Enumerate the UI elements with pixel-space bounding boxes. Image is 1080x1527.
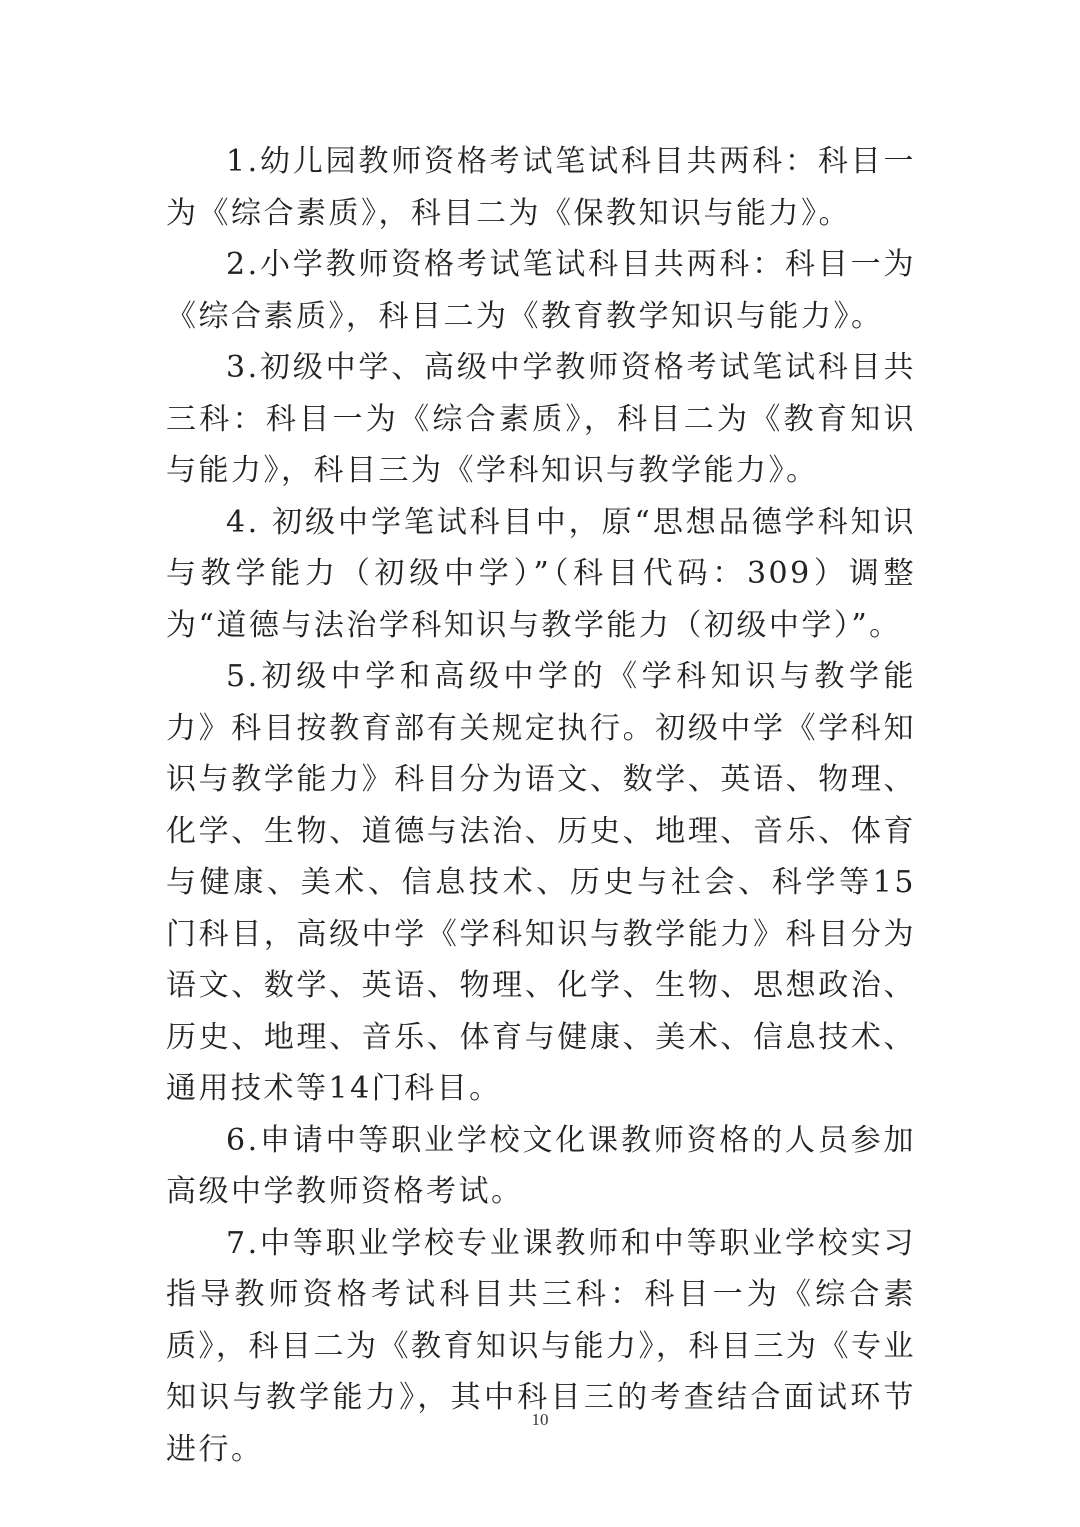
paragraph-3: 3.初级中学、高级中学教师资格考试笔试科目共三科：科目一为《综合素质》，科目二为《教育知识与能力》，科目三为《学科知识与教学能力》。 — [166, 350, 916, 488]
paragraph-2: 2.小学教师资格考试笔试科目共两科：科目一为《综合素质》，科目二为《教育教学知识与能力》。 — [166, 247, 916, 334]
paragraph-4: 4. 初级中学笔试科目中，原“思想品德学科知识与教学能力（初级中学）”（科目代码：309）调整为“道德与法治学科知识与教学能力（初级中学）”。 — [166, 504, 916, 643]
paragraph-7: 7.中等职业学校专业课教师和中等职业学校实习指导教师资格考试科目共三科：科目一为《综合素质》，科目二为《教育知识与能力》，科目三为《专业知识与教学能力》，其中科目三的考查结合面试环节进行。 — [166, 1225, 916, 1467]
document-body — [166, 136, 916, 1475]
page-number: 10 — [531, 1410, 549, 1429]
paragraph-1: 1.幼儿园教师资格考试笔试科目共两科：科目一为《综合素质》，科目二为《保教知识与能力》。 — [166, 144, 916, 231]
paragraph-5: 5.初级中学和高级中学的《学科知识与教学能力》科目按教育部有关规定执行。初级中学《学科知识与教学能力》科目分为语文、数学、英语、物理、化学、生物、道德与法治、历史、地理、音乐、体育与健康、美术、信息技术、历史与社会、科学等15门科目，高级中学《学科知识与教学能力》科目分为语文、数学、英语、物理、化学、生物、思想政治、历史、地理、音乐、体育与健康、美术、信息技术、通用技术等14门科目。 — [166, 659, 916, 1106]
paragraph-6: 6.申请中等职业学校文化课教师资格的人员参加高级中学教师资格考试。 — [166, 1122, 916, 1209]
